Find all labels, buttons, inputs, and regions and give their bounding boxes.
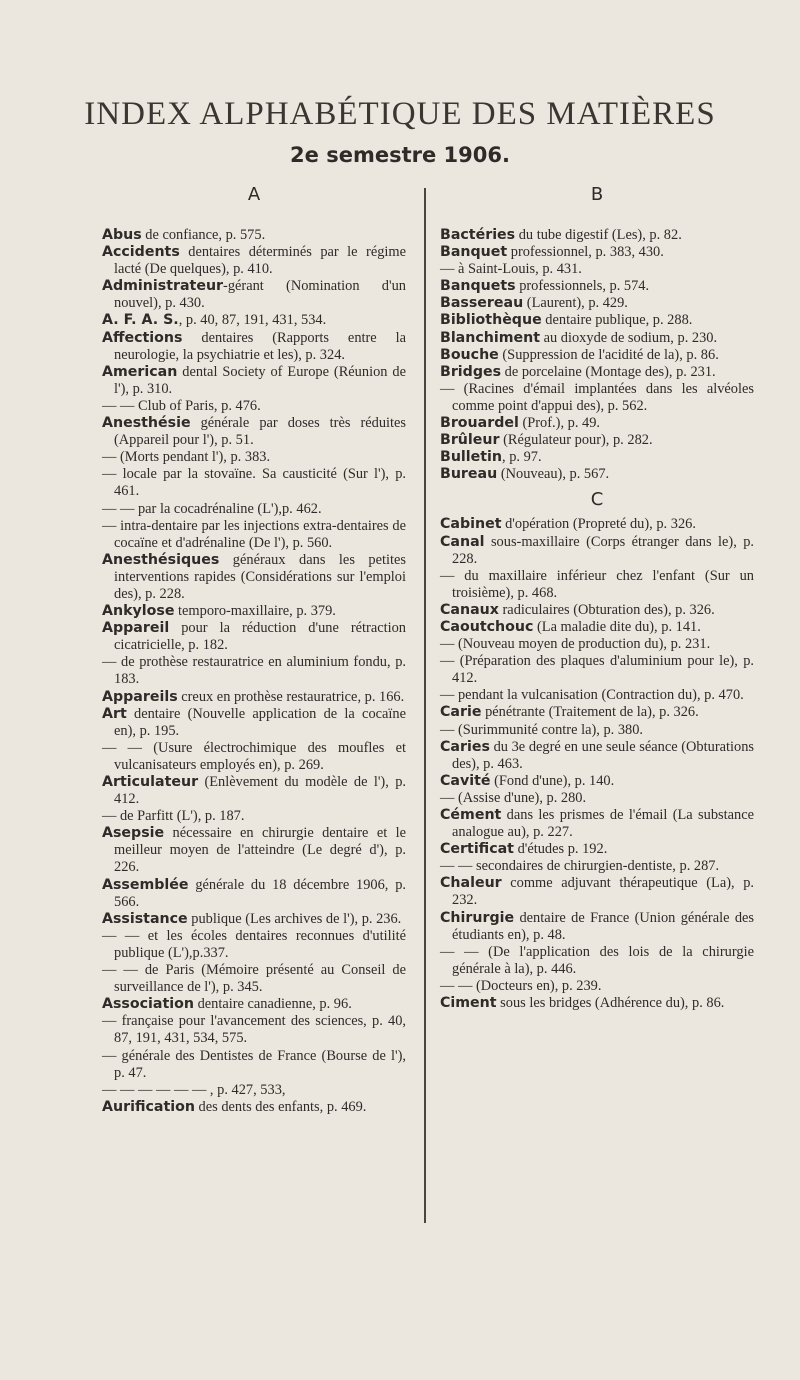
entry-text: dentaire de France (Union générale des étudiants en), p. 48.	[452, 909, 754, 943]
index-entry	[440, 704, 754, 721]
index-entry	[440, 739, 754, 773]
section-letter-b: B	[590, 184, 604, 205]
index-entry	[440, 790, 754, 807]
index-entry	[102, 227, 406, 244]
index-entry	[102, 774, 406, 808]
entry-headword: Bouche	[440, 346, 499, 363]
index-entry	[440, 312, 754, 329]
entry-text: (Suppression de l'acidité de la), p. 86.	[498, 346, 719, 363]
index-entry	[102, 1082, 406, 1099]
index-entry	[102, 911, 406, 928]
entry-headword: Affections	[102, 329, 183, 346]
entry-text: — de prothèse restauratrice en aluminium fondu, p. 183.	[102, 654, 406, 688]
index-entry	[102, 825, 406, 876]
index-entry	[440, 995, 754, 1012]
index-entry	[440, 568, 754, 602]
right-column	[440, 184, 754, 1012]
entry-text: (Prof.), p. 49.	[518, 415, 601, 432]
index-entry	[102, 689, 406, 706]
entry-text: dentaires (Rapports entre la neurologie, la psychiatrie et les), p. 324.	[114, 329, 406, 363]
entry-headword: Brûleur	[440, 432, 500, 449]
entry-text: — intra-dentaire par les injections extra-dentaires de cocaïne et d'adrénaline (De l'), p. 560.	[102, 517, 406, 551]
entry-text: professionnels, p. 574.	[515, 278, 650, 295]
index-entry	[440, 381, 754, 415]
entry-headword: Bassereau	[440, 295, 524, 312]
entry-headword: Appareils	[102, 688, 178, 705]
index-entry	[102, 518, 406, 552]
entry-headword: Bridges	[440, 363, 502, 380]
entry-text: générale par doses très réduites (Appareil pour l'), p. 51.	[114, 415, 406, 449]
entry-headword: Certificat	[440, 841, 514, 858]
entry-headword: Cabinet	[440, 516, 502, 533]
entry-text: (Fond d'une), p. 140.	[490, 772, 615, 789]
entry-text: — — et les écoles dentaires reconnues d'utilité publique (L'),p.337.	[102, 927, 406, 961]
entry-text: — — (De l'application des lois de la chirurgie générale à la), p. 446.	[440, 943, 754, 977]
entry-text: dentaires déterminés par le régime lacté (De quelques), p. 410.	[114, 244, 406, 278]
entry-headword: Blanchiment	[440, 329, 541, 346]
entry-text: creux en prothèse restauratrice, p. 166.	[177, 688, 405, 705]
entry-text: -gérant (Nomination d'un nouvel), p. 430.	[114, 278, 406, 312]
entry-text: de confiance, p. 575.	[141, 227, 266, 243]
index-entry	[102, 706, 406, 740]
entry-headword: Accidents	[102, 244, 180, 261]
entry-headword: Articulateur	[102, 774, 199, 790]
index-entry	[440, 773, 754, 790]
entry-headword: American	[102, 363, 178, 380]
entry-text: d'opération (Propreté du), p. 326.	[501, 516, 696, 533]
entry-text: générale du 18 décembre 1906, p. 566.	[114, 876, 406, 910]
entry-headword: Bactéries	[440, 227, 516, 243]
section-letter-a: A	[247, 184, 261, 205]
index-entry	[440, 807, 754, 841]
entry-text: — — secondaires de chirurgien-dentiste, p. 287.	[440, 858, 720, 875]
index-entry	[440, 278, 754, 295]
entry-headword: Cément	[440, 807, 502, 823]
index-entry	[440, 432, 754, 449]
index-entry	[102, 654, 406, 688]
entry-text: temporo-maxillaire, p. 379.	[174, 603, 336, 620]
index-entry	[102, 449, 406, 466]
entry-headword: Aurification	[102, 1098, 195, 1115]
entry-headword: Anesthésie	[102, 415, 191, 432]
index-entry	[102, 962, 406, 996]
index-entry	[102, 996, 406, 1013]
entry-text: — de Parfitt (L'), p. 187.	[102, 808, 245, 825]
entry-headword: Cavité	[440, 772, 491, 789]
index-entry	[440, 415, 754, 432]
entries-b	[440, 227, 754, 483]
entry-text: pénétrante (Traitement de la), p. 326.	[481, 704, 699, 721]
entry-text: , p. 40, 87, 191, 431, 534.	[178, 312, 327, 329]
index-entry	[440, 944, 754, 978]
entry-headword: Anesthésiques	[102, 551, 220, 568]
index-entry	[440, 347, 754, 364]
index-entry	[440, 978, 754, 995]
entry-headword: Ciment	[440, 995, 497, 1012]
index-entry	[102, 808, 406, 825]
left-column	[102, 184, 406, 1116]
entry-text: — (Assise d'une), p. 280.	[440, 789, 587, 806]
entry-text: — du maxillaire inférieur chez l'enfant (Sur un troisième), p. 468.	[440, 567, 754, 601]
index-entry	[102, 466, 406, 500]
entry-headword: Association	[102, 996, 194, 1013]
index-entry	[440, 364, 754, 381]
entry-text: dentaire (Nouvelle application de la cocaïne en), p. 195.	[114, 705, 406, 739]
entry-headword: Assemblée	[102, 876, 189, 893]
index-entry	[440, 466, 754, 483]
entry-headword: Bulletin	[440, 449, 503, 466]
index-entry	[440, 449, 754, 466]
index-entry	[102, 1048, 406, 1082]
entry-text: publique (Les archives de l'), p. 236.	[187, 910, 402, 927]
entry-headword: Appareil	[102, 620, 170, 637]
index-entry	[440, 330, 754, 347]
index-entry	[102, 415, 406, 449]
index-entry	[440, 687, 754, 704]
index-entry	[102, 364, 406, 398]
entry-headword: Art	[102, 705, 127, 722]
index-entry	[440, 722, 754, 739]
entry-text: — générale des Dentistes de France (Bourse de l'), p. 47.	[102, 1047, 406, 1081]
column-divider	[424, 188, 426, 1223]
entry-headword: Banquet	[440, 244, 508, 261]
index-entry	[440, 602, 754, 619]
entry-text: (Régulateur pour), p. 282.	[499, 432, 653, 449]
entry-text: — — (Usure électrochimique des moufles et vulcanisateurs employés en), p. 269.	[102, 739, 406, 773]
index-entry	[102, 330, 406, 364]
entry-headword: Caoutchouc	[440, 618, 534, 635]
index-entry	[440, 244, 754, 261]
entry-text: — — de Paris (Mémoire présenté au Conseil de surveillance de l'), p. 345.	[102, 962, 406, 996]
index-entry	[440, 875, 754, 909]
index-entry	[102, 552, 406, 603]
entry-headword: Carie	[440, 704, 482, 721]
entry-text: — (Préparation des plaques d'aluminium pour le), p. 412.	[440, 653, 754, 687]
entry-text: nécessaire en chirurgie dentaire et le meilleur moyen de l'atteindre (Le degré d'), p. 226.	[114, 825, 406, 876]
entry-headword: Bureau	[440, 466, 498, 483]
entry-text: (La maladie dite du), p. 141.	[533, 618, 701, 635]
index-entry	[440, 910, 754, 944]
index-entry	[440, 841, 754, 858]
entry-text: — — par la cocadrénaline (L'),p. 462.	[102, 500, 322, 517]
entry-text: d'études p. 192.	[513, 841, 608, 858]
entry-text: dental Society of Europe (Réunion de l'), p. 310.	[114, 363, 406, 397]
entry-text: au dioxyde de sodium, p. 230.	[540, 329, 718, 346]
entry-text: — — (Docteurs en), p. 239.	[440, 977, 602, 994]
entry-headword: Bibliothèque	[440, 312, 542, 329]
index-entry	[102, 312, 406, 329]
entries-a	[102, 227, 406, 1116]
index-entry	[102, 244, 406, 278]
entry-headword: Asepsie	[102, 825, 165, 842]
index-entry	[440, 295, 754, 312]
entry-text: — française pour l'avancement des sciences, p. 40, 87, 191, 431, 534, 575.	[102, 1013, 406, 1047]
index-entry	[102, 603, 406, 620]
entry-headword: Administrateur	[102, 278, 224, 295]
index-entry	[102, 877, 406, 911]
section-letter-c: C	[590, 489, 604, 511]
index-entry	[102, 1013, 406, 1047]
entry-headword: Caries	[440, 738, 490, 755]
entry-text: des dents des enfants, p. 469.	[194, 1098, 367, 1115]
entry-text: sous-maxillaire (Corps étranger dans le), p. 228.	[452, 533, 754, 567]
entry-headword: Canaux	[440, 601, 499, 618]
entry-text: — pendant la vulcanisation (Contraction du), p. 470.	[440, 687, 744, 704]
index-entry	[440, 227, 754, 244]
entries-c	[440, 516, 754, 1012]
entry-headword: Abus	[102, 227, 142, 243]
entry-text: — locale par la stovaïne. Sa causticité (Sur l'), p. 461.	[102, 466, 406, 500]
entry-headword: Chaleur	[440, 875, 502, 892]
entry-text: sous les bridges (Adhérence du), p. 86.	[496, 995, 725, 1012]
entry-text: comme adjuvant thérapeutique (La), p. 232.	[452, 875, 754, 909]
entry-text: (Laurent), p. 429.	[523, 295, 628, 312]
entry-headword: A. F. A. S.	[102, 312, 179, 329]
index-entry	[102, 620, 406, 654]
entry-headword: Assistance	[102, 910, 188, 927]
index-entry	[102, 398, 406, 415]
entry-text: dans les prismes de l'émail (La substance analogue au), p. 227.	[452, 807, 754, 841]
entry-text: du tube digestif (Les), p. 82.	[515, 227, 682, 243]
index-entry	[440, 653, 754, 687]
index-entry	[440, 516, 754, 533]
entry-text: — (Morts pendant l'), p. 383.	[102, 449, 271, 466]
entry-text: dentaire publique, p. 288.	[541, 312, 693, 329]
index-entry	[102, 740, 406, 774]
entry-headword: Brouardel	[440, 415, 519, 432]
entry-headword: Banquets	[440, 278, 516, 295]
index-entry	[102, 278, 406, 312]
entry-text: généraux dans les petites interventions rapides (Considérations sur l'emploi des), p. 228.	[114, 551, 406, 602]
entry-text: professionnel, p. 383, 430.	[507, 244, 664, 261]
entry-text: — — Club of Paris, p. 476.	[102, 397, 261, 414]
entry-text: (Enlèvement du modèle de l'), p. 412.	[114, 774, 406, 808]
entry-text: — (Racines d'émail implantées dans les alvéoles comme point d'appui des), p. 562.	[440, 380, 754, 414]
entry-text: — (Surimmunité contre la), p. 380.	[440, 721, 644, 738]
index-entry	[440, 261, 754, 278]
page-subtitle: 2e semestre 1906.	[290, 143, 510, 167]
index-entry	[440, 858, 754, 875]
page-title: INDEX ALPHABÉTIQUE DES MATIÈRES	[84, 96, 716, 132]
entry-text: (Nouveau), p. 567.	[497, 466, 610, 483]
entry-headword: Chirurgie	[440, 909, 515, 926]
entry-text: — à Saint-Louis, p. 431.	[440, 261, 582, 278]
entry-text: radiculaires (Obturation des), p. 326.	[498, 601, 715, 618]
entry-text: — (Nouveau moyen de production du), p. 231.	[440, 636, 711, 653]
entry-text: du 3e degré en une seule séance (Obturations des), p. 463.	[452, 738, 754, 772]
index-entry	[440, 534, 754, 568]
index-entry	[440, 636, 754, 653]
entry-text: dentaire canadienne, p. 96.	[193, 996, 352, 1013]
index-entry	[102, 501, 406, 518]
entry-text: — — — — — — , p. 427, 533,	[102, 1081, 286, 1098]
index-entry	[102, 928, 406, 962]
index-entry	[102, 1099, 406, 1116]
entry-headword: Canal	[440, 533, 485, 550]
entry-text: , p. 97.	[502, 449, 542, 466]
entry-headword: Ankylose	[102, 603, 175, 620]
index-entry	[440, 619, 754, 636]
entry-text: de porcelaine (Montage des), p. 231.	[501, 363, 716, 380]
entry-text: pour la réduction d'une rétraction cicatricielle, p. 182.	[114, 620, 406, 654]
